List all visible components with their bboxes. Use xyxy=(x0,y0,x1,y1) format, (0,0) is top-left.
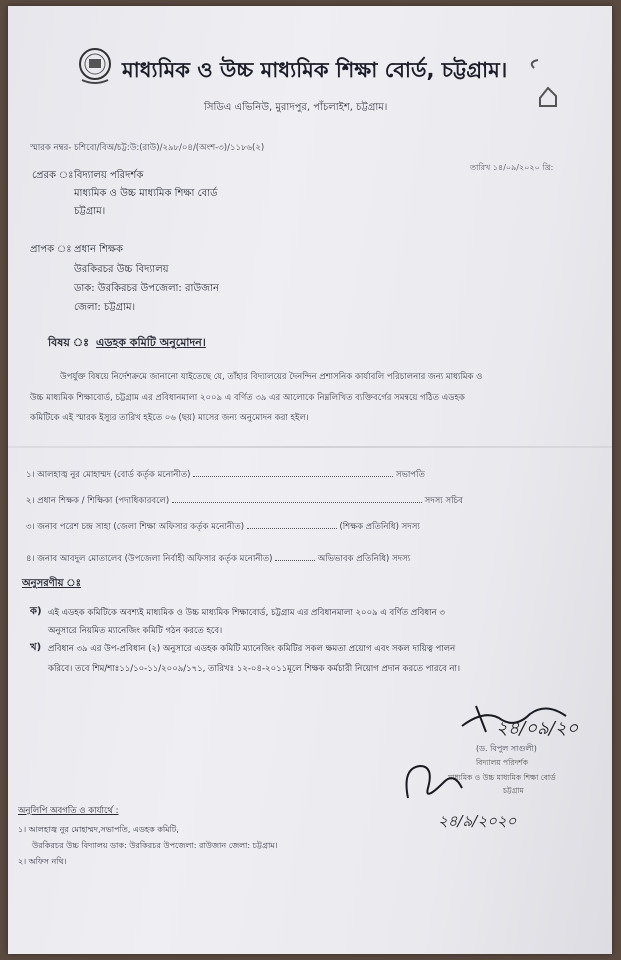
board-title: মাধ্যমিক ও উচ্চ মাধ্যমিক শিক্ষা বোর্ড, চট্টগ্রাম। xyxy=(122,58,508,82)
body-line-1: উপর্যুক্ত বিষয়ে নির্দেশক্রমে জানানো যাইতেছে যে, তাঁহার বিদ্যালয়ের দৈনন্দিন প্রশাসনিক কার্যাবলি পরিচালনার জন্য মাধ্যমিক ও xyxy=(60,372,483,382)
member-name: জনাব আবদুল মোতালেব (উপজেলা নির্বাহী অফিসার কর্তৃক মনোনীত) xyxy=(37,554,273,564)
copy-item: ১। আলহাজ্ব নুর মোহাম্মদ,সভাপতি, এডহক কমিটি, xyxy=(18,825,179,834)
member-role: সদস্য সচিব xyxy=(424,496,463,506)
member-row xyxy=(26,468,425,482)
sender-line-2: চট্টগ্রাম। xyxy=(74,206,106,217)
member-number: ৪। xyxy=(26,554,35,564)
dotted-line xyxy=(275,552,315,561)
copy-item: ২। অফিস নথি। xyxy=(18,857,67,866)
signatory-office: মাধ্যমিক ও উচ্চ মাধ্যমিক শিক্ষা বোর্ড xyxy=(448,773,556,782)
recipient-line-3: জেলা: চট্টগ্রাম। xyxy=(74,302,136,313)
memo-date: তারিখ ১৪/০৯/২০২০ খ্রি: xyxy=(470,163,554,172)
dotted-line xyxy=(247,520,337,529)
sender-line-1: মাধ্যমিক ও উচ্চ মাধ্যমিক শিক্ষা বোর্ড xyxy=(74,188,218,199)
paper-fold xyxy=(8,446,612,448)
dotted-line xyxy=(193,468,393,477)
requirement-line: প্রবিধান ৩৯ এর উপ-প্রবিধান (২) অনুসারে এডহক কমিটি ম্যানেজিং কমিটির সকল ক্ষমতা প্রয়োগ এবং সকল দায়িত্ব পালন xyxy=(48,644,456,654)
member-number: ২। xyxy=(26,496,35,506)
signature-date: ২৪/০৯/২০ xyxy=(496,718,579,739)
second-signature-date: ২৪/৯/২০২০ xyxy=(438,812,517,830)
member-name: আলহাজ্ব নুর মোহাম্মদ (বোর্ড কর্তৃক মনোনীত) xyxy=(37,470,191,480)
signatory-name: (ড. বিপুল সাগুলী) xyxy=(476,744,537,753)
requirements-title: অনুসরণীয় ঃ xyxy=(22,578,81,589)
member-role: সভাপতি xyxy=(395,470,425,480)
dotted-line xyxy=(172,494,422,503)
document-page xyxy=(8,6,612,954)
board-seal-logo xyxy=(78,46,112,86)
board-address: সিডিএ এভিনিউ, মুরাদপুর, পাঁচলাইশ, চট্টগ্রাম। xyxy=(204,102,388,113)
member-name: জনাব পরেশ চন্দ্র সাহা (জেলা শিক্ষা অফিসার কর্তৃক মনোনীত) xyxy=(37,522,245,532)
sender-label: প্রেরক ঃ xyxy=(32,170,74,181)
subject-text: এডহক কমিটি অনুমোদন। xyxy=(96,336,206,349)
subject-label: বিষয় ঃ xyxy=(48,336,90,349)
signatory-designation: বিদ্যালয় পরিদর্শক xyxy=(476,758,528,767)
recipient-line-1: উরকিরচর উচ্চ বিদ্যালয় xyxy=(74,264,169,275)
member-row xyxy=(26,552,410,566)
second-handwritten-signature xyxy=(398,758,468,808)
member-role: অভিভাবক প্রতিনিধি) সদস্য xyxy=(317,554,411,564)
requirement-bullet: খ) xyxy=(30,642,42,653)
recipient-line-2: ডাক: উরকিরচর উপজেলা: রাউজান xyxy=(74,283,219,294)
body-line-3: কমিটিকে এই স্মারক ইস্যুর তারিখ হইতে ০৬ (ছয়) মাসের জন্য অনুমোদন করা হইল। xyxy=(30,413,309,423)
member-name: প্রধান শিক্ষক / শিক্ষিকা (পদাধিকারবলে) xyxy=(37,496,170,506)
member-number: ৩। xyxy=(26,522,35,532)
member-row xyxy=(26,494,463,508)
member-row xyxy=(26,520,420,534)
requirement-line: অনুসারে নিয়মিত ম্যানেজিং কমিটি গঠন করতে হবে। xyxy=(48,626,223,636)
member-number: ১। xyxy=(26,470,35,480)
copies-title: অনুলিপি অবগতি ও কার্যার্থে : xyxy=(18,806,119,816)
requirement-line: করিবে। তবে শিম/শাঃ১১/১০-১১/২০০৯/১৭১, তারিখঃ ১২-০৪-২০১১মূলে শিক্ষক কর্মচারী নিয়োগ প্রদান করতে পারবে না। xyxy=(48,664,460,674)
memo-number: স্মারক নম্বর- চশিবো/বিঅ/চট্ট:উ:(রাউ)/২৯৮/০৪/(অংশ-৩)/১১৮৬(২) xyxy=(30,143,265,153)
requirement-line: এই এডহক কমিটিকে অবশ্যই মাধ্যমিক ও উচ্চ মাধ্যমিক শিক্ষাবোর্ড, চট্টগ্রাম এর প্রবিধানমালা ২০০৯ এ বর্ণিত প্রবিধান ৩ xyxy=(48,608,445,618)
recipient-designation: প্রধান শিক্ষক xyxy=(74,244,123,255)
copy-item: উরকিরচর উচ্চ বিদ্যালয় ডাক: উরকিরচর উপজেলা: রাউজান জেলা: চট্টগ্রাম। xyxy=(32,841,278,850)
body-line-2: উচ্চ মাধ্যমিক শিক্ষাবোর্ড, চট্টগ্রাম এর প্রবিধানমালা ২০০৯ এ বর্ণিত ৩৯ এর আলোকে নিম্নলিখিত ব্যক্তিবর্গের সমন্বয়ে গঠিত এডহক xyxy=(30,393,465,403)
corner-stamp-icon xyxy=(526,58,566,108)
recipient-label: প্রাপক ঃ xyxy=(30,244,72,255)
signatory-city: চট্টগ্রাম xyxy=(503,786,524,795)
sender-designation: বিদ্যালয় পরিদর্শক xyxy=(74,170,144,181)
requirement-bullet: ক) xyxy=(30,606,42,617)
member-role: (শিক্ষক প্রতিনিধি) সদস্য xyxy=(339,522,420,532)
